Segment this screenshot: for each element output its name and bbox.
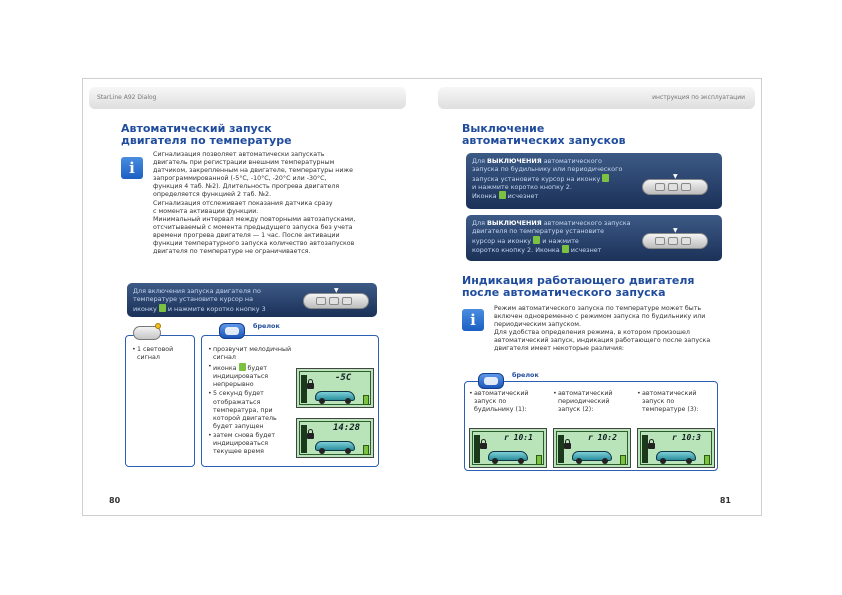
page-number-right: 81 (719, 496, 731, 505)
led-signal-text: • 1 световой сигнал (132, 346, 173, 362)
right-page (434, 78, 762, 516)
enable-line-3b: и нажмите коротко кнопку 3 (167, 304, 266, 313)
left-section-title (121, 123, 292, 147)
right-header-text: инструкция по эксплуатации (652, 94, 745, 101)
enable-line-1: Для включения запуска двигателя по (133, 287, 261, 295)
left-title-line-2: двигателя по температуре (121, 134, 292, 147)
left-description-line: определяется функцией 2 таб. №2. (153, 191, 272, 199)
remote-control-icon: ▼ (642, 179, 708, 195)
lcd-engine-value: r 10:2 (588, 433, 617, 442)
left-header-text: StarLine A92 Dialog (97, 94, 157, 101)
disable-alarm-periodic-instruction: Для ВЫКЛЮЧЕНИЯ автоматического запуска по будильнику или периодического запуска установите курсор на иконку и нажмите коротко кнопку 2. Иконка исчезнет ▼ (466, 153, 722, 209)
start-mode-column (637, 390, 717, 442)
lcd-temperature-value: -5C (335, 373, 352, 383)
left-description-line: Минимальный интервал между повторными автозапусками, (153, 215, 356, 223)
mode-icon (704, 455, 710, 465)
left-description (153, 151, 383, 256)
lcd-engine-running-display (637, 428, 715, 468)
thermometer-icon (363, 445, 369, 455)
left-description-line: Сигнализация отслеживает показания датчика сразу (153, 199, 333, 207)
disable-title-line-1: Выключение (462, 122, 545, 135)
start-mode-label: • автоматический периодический запуск (2): (553, 390, 633, 414)
left-title-line-1: Автоматический запуск (121, 122, 272, 135)
enable-temperature-start-instruction (127, 283, 377, 317)
start-mode-column (469, 390, 549, 442)
thermometer-icon (533, 236, 540, 244)
indication-panel (464, 381, 718, 471)
lock-icon (307, 383, 314, 389)
lcd-time-display (296, 418, 374, 458)
lcd-engine-running-display (553, 428, 631, 468)
lcd-engine-value: r 10:1 (504, 433, 533, 442)
page-number-left: 80 (109, 496, 121, 505)
info-icon: i (121, 157, 143, 179)
left-page-header (89, 87, 406, 109)
thermometer-icon (159, 304, 166, 312)
indication-title-line-1: Индикация работающего двигателя (462, 274, 695, 287)
clock-icon (602, 174, 609, 182)
lcd-temperature-display (296, 368, 374, 408)
info-icon: i (462, 309, 484, 331)
enable-line-2: температуре установите курсор на (133, 295, 254, 304)
thermometer-icon (363, 395, 369, 405)
left-description-line: отсчитываемый с момента предыдущего запуска без учета (153, 223, 353, 231)
indication-title-line-2: после автоматического запуска (462, 286, 666, 299)
lcd-engine-value: r 10:3 (672, 433, 701, 442)
keyfob-icon (478, 373, 504, 389)
left-description-line: функции температурного запуска количество автозапусков (153, 240, 355, 248)
left-description-line: функция 4 таб. №2). Длительность прогрева двигателя (153, 183, 340, 191)
indication-description-line: Режим автоматического запуска по температуре может быть (494, 305, 702, 312)
keyfob-indication-bullet: • затем снова будет индицироваться текущее время (208, 432, 296, 456)
keyfob-label: брелок (253, 322, 280, 330)
keyfob-indication-bullet: • прозвучит мелодичный сигнал (208, 346, 296, 362)
start-mode-label: • автоматический запуск по температуре (3): (637, 390, 717, 414)
left-description-line: с момента активации функции. (153, 207, 259, 215)
disable-temperature-instruction: Для ВЫКЛЮЧЕНИЯ автоматического запуска двигателя по температуре установите курсор на иконку и нажмите коротко кнопку 2. Иконка исчезнет ▼ (466, 215, 722, 261)
lock-icon (480, 443, 487, 449)
right-page-header (438, 87, 755, 109)
left-description-line: датчиком, закрепленным на двигателе, температуры ниже (153, 167, 353, 175)
indication-description-line: включен одновременно с режимом запуска по будильнику или (494, 313, 706, 321)
led-keyfob-icon (131, 323, 165, 343)
start-mode-label: • автоматический запуск по будильнику (1): (469, 390, 549, 414)
mode-icon (620, 455, 626, 465)
indication-description-line: Для удобства определения режима, в котором произошел (494, 329, 690, 337)
disable-title-line-2: автоматических запусков (462, 134, 626, 147)
keyfob-label: брелок (512, 371, 539, 379)
mode-icon (536, 455, 542, 465)
indication-section-title (462, 275, 695, 299)
thermometer-icon (239, 363, 246, 371)
left-description-line: Сигнализация позволяет автоматически запускать (153, 151, 325, 158)
indication-description (494, 305, 730, 354)
keyfob-icon (219, 323, 245, 339)
indication-description-line: автоматический запуск, индикация работающего после запуска (494, 337, 711, 345)
disable-section-title (462, 123, 626, 147)
left-page (82, 78, 412, 516)
keyfob-indication-bullet: • иконка будет индицироваться непрерывно (208, 363, 296, 389)
book-spine (412, 78, 434, 516)
left-description-line: запрограммированной (-5°C, -10°C, -20°C или -30°C, (153, 175, 327, 183)
lock-icon (648, 443, 655, 449)
clock-icon (499, 191, 506, 199)
indication-description-line: двигателя имеет некоторые различия: (494, 345, 624, 353)
start-mode-column (553, 390, 633, 442)
remote-control-icon: ▼ (642, 233, 708, 249)
left-description-line: двигателя по температуре не ограничивается. (153, 248, 311, 256)
remote-control-icon: ▼ (303, 293, 369, 309)
indication-description-line: периодическим запуском. (494, 321, 582, 329)
lock-icon (307, 433, 314, 439)
keyfob-indication-bullet: • 5 секунд будет отображаться температура, при которой двигатель будет запущен (208, 390, 296, 430)
lcd-time-value: 14:28 (333, 423, 361, 433)
lcd-engine-running-display (469, 428, 547, 468)
left-description-line: двигатель при регистрации внешним температурным (153, 159, 335, 167)
keyfob-panel (201, 335, 379, 467)
left-description-line: времени прогрева двигателя — 1 час. После активации (153, 231, 340, 239)
led-panel (125, 335, 195, 467)
thermometer-icon (562, 245, 569, 253)
enable-line-3a: иконку (133, 304, 157, 313)
lock-icon (564, 443, 571, 449)
